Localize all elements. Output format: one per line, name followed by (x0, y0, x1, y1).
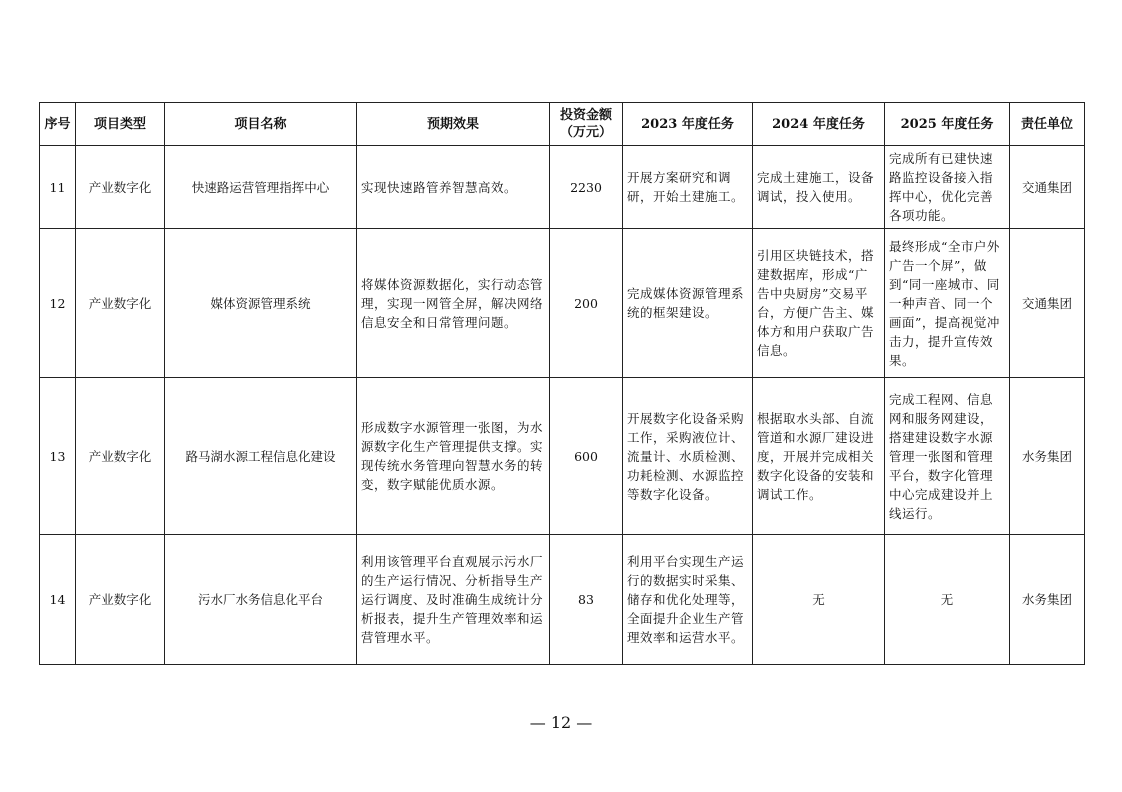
header-amount (550, 103, 623, 146)
cell-amount: 2230 (550, 146, 623, 229)
cell-2025: 完成工程网、信息网和服务网建设，搭建建设数字水源管理一张图和管理平台，数字化管理中心完成建设并上线运行。 (885, 378, 1010, 535)
page-number: — 12 — (529, 713, 593, 732)
header-amount-line2: （万元） (559, 125, 612, 140)
table-row (40, 146, 1085, 229)
table-row (40, 378, 1085, 535)
cell-unit: 水务集团 (1010, 535, 1085, 665)
table-row (40, 535, 1085, 665)
header-type: 项目类型 (76, 103, 165, 146)
header-2025: 2025 年度任务 (885, 103, 1010, 146)
header-unit: 责任单位 (1010, 103, 1085, 146)
cell-unit: 水务集团 (1010, 378, 1085, 535)
cell-2023: 开展数字化设备采购工作，采购液位计、流量计、水质检测、功耗检测、水源监控等数字化设备。 (623, 378, 753, 535)
cell-2024: 根据取水头部、自流管道和水源厂建设进度，开展并完成相关数字化设备的安装和调试工作。 (753, 378, 885, 535)
header-seq: 序号 (40, 103, 76, 146)
cell-amount: 600 (550, 378, 623, 535)
cell-effect: 将媒体资源数据化，实行动态管理，实现一网管全屏，解决网络信息安全和日常管理问题。 (357, 229, 550, 378)
cell-seq: 14 (40, 535, 76, 665)
cell-name: 路马湖水源工程信息化建设 (165, 378, 357, 535)
cell-type: 产业数字化 (76, 535, 165, 665)
table-row (40, 229, 1085, 378)
header-name: 项目名称 (165, 103, 357, 146)
cell-unit: 交通集团 (1010, 229, 1085, 378)
cell-2025: 无 (885, 535, 1010, 665)
cell-effect: 形成数字水源管理一张图，为水源数字化生产管理提供支撑。实现传统水务管理向智慧水务的转变，数字赋能优质水源。 (357, 378, 550, 535)
cell-2023: 开展方案研究和调研，开始土建施工。 (623, 146, 753, 229)
cell-2025: 完成所有已建快速路监控设备接入指挥中心，优化完善各项功能。 (885, 146, 1010, 229)
cell-2024: 引用区块链技术，搭建数据库，形成“广告中央厨房”交易平台，方便广告主、媒体方和用户获取广告信息。 (753, 229, 885, 378)
cell-amount: 200 (550, 229, 623, 378)
cell-2023: 完成媒体资源管理系统的框架建设。 (623, 229, 753, 378)
cell-2024: 完成土建施工，设备调试，投入使用。 (753, 146, 885, 229)
table-header-row (40, 103, 1085, 146)
cell-seq: 12 (40, 229, 76, 378)
project-table (39, 102, 1085, 665)
cell-name: 媒体资源管理系统 (165, 229, 357, 378)
cell-2023: 利用平台实现生产运行的数据实时采集、储存和优化处理等，全面提升企业生产管理效率和运营水平。 (623, 535, 753, 665)
header-effect: 预期效果 (357, 103, 550, 146)
cell-amount: 83 (550, 535, 623, 665)
cell-seq: 11 (40, 146, 76, 229)
cell-type: 产业数字化 (76, 378, 165, 535)
cell-name: 污水厂水务信息化平台 (165, 535, 357, 665)
cell-2025: 最终形成“全市户外广告一个屏”，做到“同一座城市、同一种声音、同一个画面”，提高视觉冲击力，提升宣传效果。 (885, 229, 1010, 378)
header-2023: 2023 年度任务 (623, 103, 753, 146)
header-2024: 2024 年度任务 (753, 103, 885, 146)
cell-seq: 13 (40, 378, 76, 535)
cell-effect: 利用该管理平台直观展示污水厂的生产运行情况、分析指导生产运行调度、及时准确生成统计分析报表，提升生产管理效率和运营管理水平。 (357, 535, 550, 665)
cell-type: 产业数字化 (76, 229, 165, 378)
cell-2024: 无 (753, 535, 885, 665)
cell-type: 产业数字化 (76, 146, 165, 229)
header-amount-line1: 投资金额 (559, 108, 612, 123)
cell-unit: 交通集团 (1010, 146, 1085, 229)
cell-effect: 实现快速路管养智慧高效。 (357, 146, 550, 229)
cell-name: 快速路运营管理指挥中心 (165, 146, 357, 229)
